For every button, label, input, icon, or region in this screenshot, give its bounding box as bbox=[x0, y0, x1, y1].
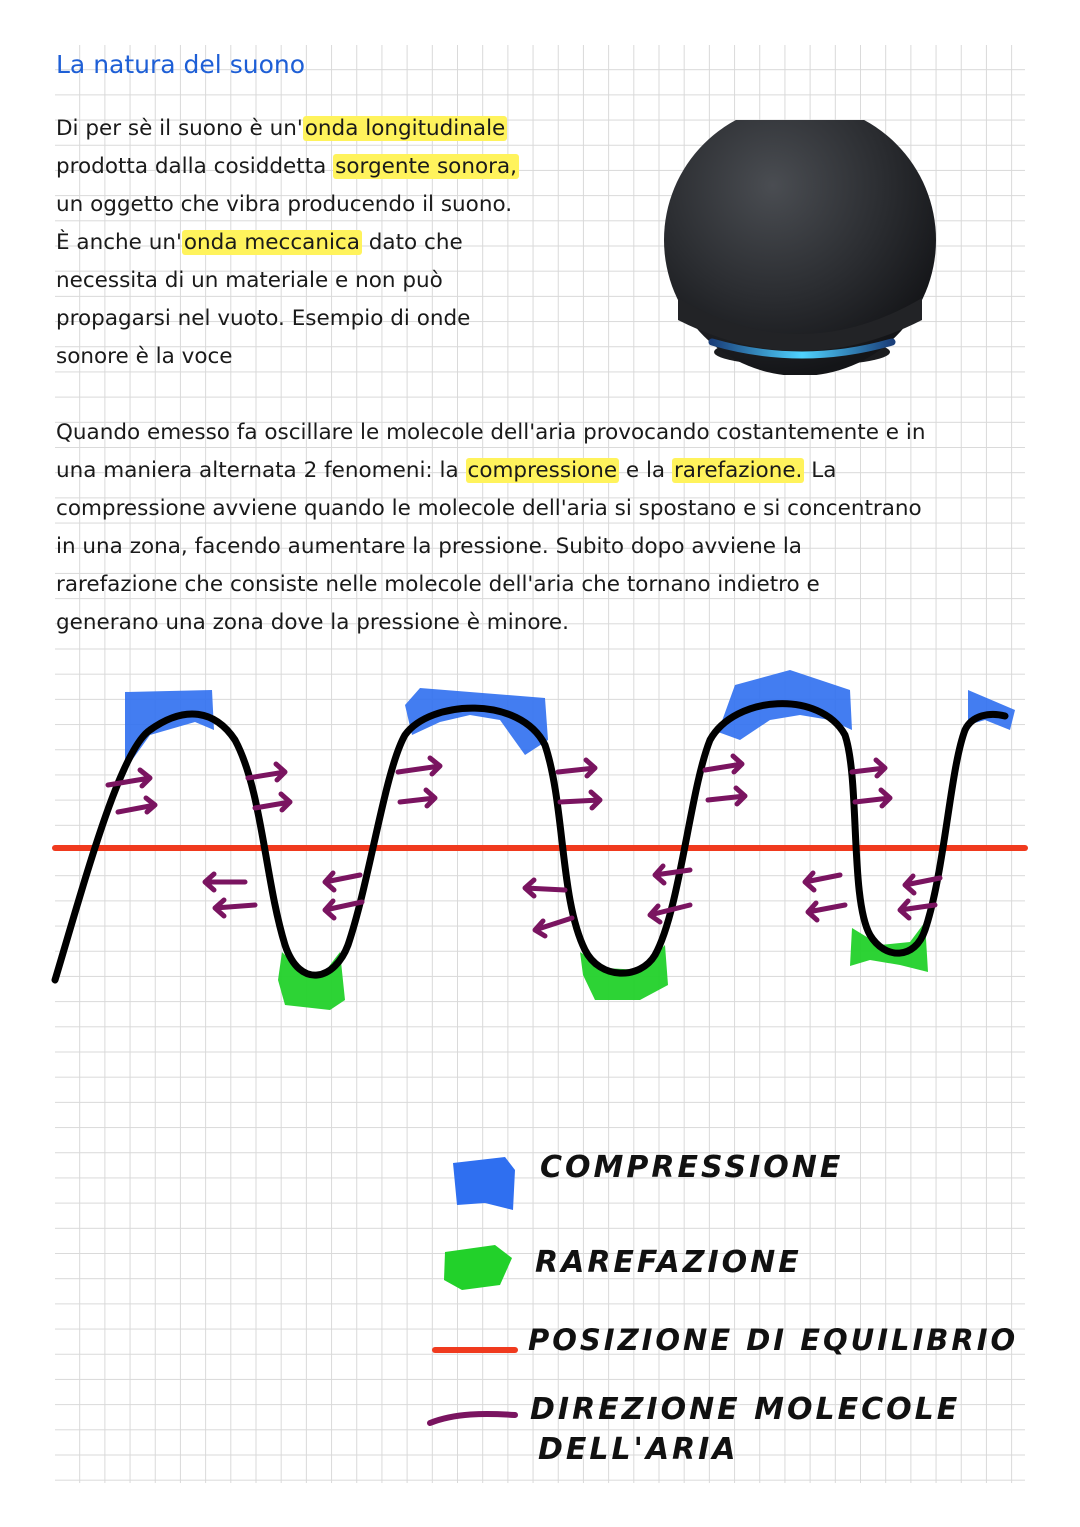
legend-compression: COMPRESSIONE bbox=[540, 1150, 844, 1185]
arrow-right bbox=[248, 764, 285, 780]
compression-swatch bbox=[445, 1155, 520, 1215]
compression-zone bbox=[125, 690, 214, 770]
para-line: generano una zona dove la pressione è minore. bbox=[56, 610, 569, 635]
legend-rarefaction: RAREFAZIONE bbox=[535, 1245, 802, 1280]
arrow-left bbox=[325, 873, 360, 890]
arrow-right bbox=[558, 760, 595, 776]
legend-direction-line1: DIREZIONE MOLECOLE bbox=[530, 1392, 961, 1427]
arrow-left bbox=[205, 874, 245, 890]
para-line: rarefazione che consiste nelle molecole dell'aria che tornano indietro e bbox=[56, 572, 820, 597]
highlight: onda meccanica bbox=[183, 230, 360, 255]
intro-line: propagarsi nel vuoto. Esempio di onde bbox=[56, 306, 471, 331]
arrow-right bbox=[400, 790, 435, 806]
highlight: rarefazione. bbox=[673, 458, 803, 483]
arrow-left bbox=[808, 903, 845, 920]
arrow-right bbox=[855, 790, 890, 806]
arrow-left bbox=[525, 880, 565, 896]
intro-line: sonore è la voce bbox=[56, 344, 233, 369]
arrow-right bbox=[398, 758, 440, 774]
legend-direction-line2: DELL'ARIA bbox=[538, 1432, 739, 1467]
highlight: sorgente sonora, bbox=[335, 154, 517, 179]
arrow-right bbox=[705, 756, 742, 772]
arrow-right bbox=[118, 798, 155, 812]
arrow-right bbox=[108, 770, 150, 786]
rarefaction-zone bbox=[278, 952, 345, 1010]
rarefaction-swatch bbox=[440, 1240, 520, 1295]
arrow-left bbox=[805, 873, 840, 890]
para-line: compressione avviene quando le molecole dell'aria si spostano e si concentrano bbox=[56, 496, 922, 521]
highlight: onda longitudinale bbox=[304, 116, 506, 141]
equilibrium-swatch bbox=[430, 1340, 520, 1360]
highlight: compressione bbox=[467, 458, 618, 483]
para-line: una maniera alternata 2 fenomeni: la compressione e la rarefazione. La bbox=[56, 458, 837, 483]
sound-wave-diagram bbox=[0, 660, 1080, 1040]
intro-line: Di per sè il suono è un'onda longitudinale bbox=[56, 116, 506, 141]
arrow-right bbox=[852, 760, 885, 776]
arrow-left bbox=[535, 918, 572, 936]
para-line: in una zona, facendo aumentare la pressione. Subito dopo avviene la bbox=[56, 534, 802, 559]
intro-paragraph bbox=[56, 110, 616, 376]
arrow-right bbox=[560, 792, 600, 808]
intro-line: necessita di un materiale e non può bbox=[56, 268, 443, 293]
intro-line: prodotta dalla cosiddetta sorgente sonora, bbox=[56, 154, 517, 179]
arrow-left bbox=[215, 900, 255, 916]
arrow-right bbox=[708, 788, 745, 804]
compression-zones bbox=[125, 670, 1015, 770]
explanation-paragraph bbox=[56, 414, 1016, 642]
para-line: Quando emesso fa oscillare le molecole dell'aria provocando costantemente e in bbox=[56, 420, 926, 445]
arrow-right bbox=[255, 794, 290, 810]
intro-line: un oggetto che vibra producendo il suono. bbox=[56, 192, 513, 217]
intro-line: È anche un'onda meccanica dato che bbox=[56, 230, 463, 255]
page-title: La natura del suono bbox=[56, 50, 305, 79]
smart-speaker-image bbox=[660, 120, 945, 375]
arrow-left bbox=[655, 866, 690, 883]
legend-equilibrium: POSIZIONE DI EQUILIBRIO bbox=[528, 1323, 1019, 1357]
molecule-direction-swatch bbox=[425, 1405, 520, 1430]
compression-zone bbox=[968, 690, 1015, 730]
